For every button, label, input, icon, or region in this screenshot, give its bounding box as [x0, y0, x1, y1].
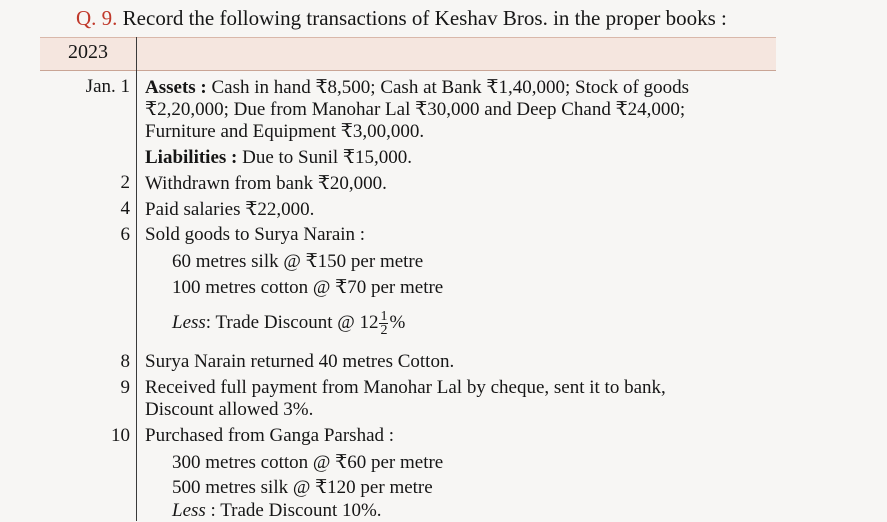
- transaction-jan10: Purchased from Ganga Parshad :: [145, 425, 395, 446]
- jan6-less-text: : Trade Discount @ 12: [205, 311, 379, 333]
- jan10-less-label: Less: [172, 500, 206, 521]
- date-jan2: 2: [120, 172, 130, 193]
- transaction-jan2: Withdrawn from bank ₹20,000.: [145, 173, 387, 194]
- liabilities-label: Liabilities :: [145, 147, 238, 168]
- date-jan6: 6: [120, 224, 130, 245]
- jan10-less-text: : Trade Discount 10%.: [210, 500, 382, 521]
- fraction-denominator: 2: [380, 323, 388, 338]
- jan6-item-cotton: 100 metres cotton @ ₹70 per metre: [172, 277, 444, 298]
- transaction-jan9-line1: Received full payment from Manohar Lal by cheque, sent it to bank,: [145, 377, 666, 398]
- assets-text-1: Cash in hand ₹8,500; Cash at Bank ₹1,40,000; Stock of goods: [211, 77, 690, 98]
- transaction-jan9-line2: Discount allowed 3%.: [145, 399, 314, 420]
- assets-line-1: [145, 76, 689, 99]
- jan10-less-line: [172, 500, 382, 522]
- liabilities-line: [145, 146, 412, 169]
- date-column-divider: [136, 37, 137, 521]
- transaction-jan6: Sold goods to Surya Narain :: [145, 224, 366, 245]
- transaction-jan4: Paid salaries ₹22,000.: [145, 199, 315, 220]
- assets-line-2: ₹2,20,000; Due from Manohar Lal ₹30,000 and Deep Chand ₹24,000;: [145, 99, 686, 120]
- date-jan8: 8: [120, 351, 130, 372]
- assets-label: Assets :: [145, 77, 207, 98]
- year-label: 2023: [68, 41, 108, 63]
- table-header-bar: [40, 37, 776, 71]
- date-jan1: Jan. 1: [85, 76, 130, 97]
- jan6-less-line: [172, 310, 405, 337]
- date-jan9: 9: [120, 377, 130, 398]
- assets-line-3: Furniture and Equipment ₹3,00,000.: [145, 121, 425, 142]
- fraction-half: [379, 310, 388, 337]
- date-jan10: 10: [111, 425, 130, 446]
- jan10-item-cotton: 300 metres cotton @ ₹60 per metre: [172, 452, 444, 473]
- jan10-item-silk: 500 metres silk @ ₹120 per metre: [172, 477, 433, 498]
- date-jan4: 4: [120, 198, 130, 219]
- fraction-numerator: 1: [380, 309, 388, 324]
- jan6-less-label: Less: [172, 311, 206, 333]
- question-title: [76, 6, 727, 31]
- liabilities-text: Due to Sunil ₹15,000.: [242, 147, 413, 168]
- question-number: Q. 9.: [76, 6, 118, 30]
- jan6-item-silk: 60 metres silk @ ₹150 per metre: [172, 251, 424, 272]
- question-text: Record the following transactions of Keshav Bros. in the proper books :: [122, 6, 727, 30]
- transaction-jan8: Surya Narain returned 40 metres Cotton.: [145, 351, 455, 372]
- percent-sign: %: [389, 311, 406, 333]
